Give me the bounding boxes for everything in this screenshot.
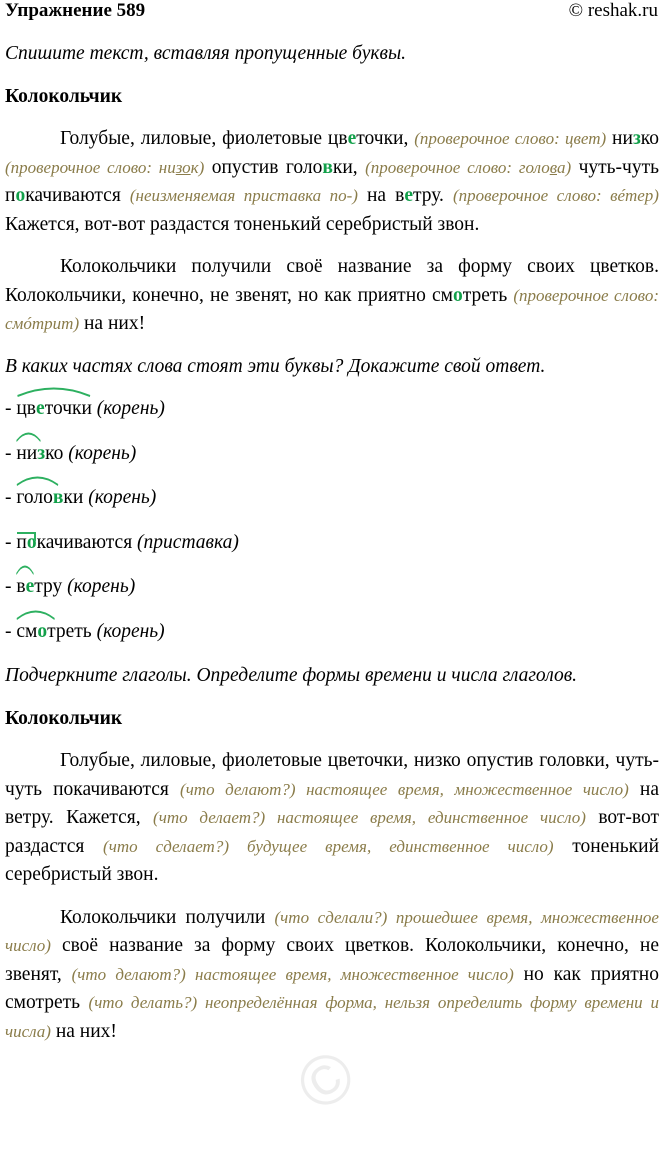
verb-note: (что делает?) настоящее время, единственное число) bbox=[153, 808, 586, 827]
verb-note: (что делать?) неопределённая форма, нельзя определить форму времени и числа) bbox=[5, 993, 659, 1041]
exercise-title: Упражнение 589 bbox=[5, 0, 146, 21]
prefix-mark-icon bbox=[16, 522, 26, 530]
text: чуть-чуть п bbox=[5, 156, 660, 206]
verb-note: (что делают?) настоящее время, множественное число) bbox=[180, 779, 629, 799]
root-word: головки bbox=[16, 484, 83, 513]
check-note: (проверочное слово: смóтрит) bbox=[5, 285, 659, 333]
task-instruction-2: В каких частях слова стоят эти буквы? Докажите свой ответ. bbox=[5, 355, 546, 377]
check-note: (проверочное слово: цвет) bbox=[414, 129, 607, 148]
text: опустив голо bbox=[204, 156, 323, 178]
root-word: низко bbox=[16, 440, 63, 469]
list-item: - цветочки (корень) bbox=[5, 395, 659, 424]
paragraph-2 bbox=[5, 253, 659, 339]
check-note: (проверочное слово: низок) bbox=[5, 157, 205, 177]
list-item: - покачиваются (приставка) bbox=[5, 529, 659, 558]
morpheme-tag: (корень) bbox=[63, 442, 137, 464]
inserted-letter: е bbox=[404, 185, 413, 206]
text: тру. bbox=[413, 185, 453, 206]
list-item: - низко (корень) bbox=[5, 440, 659, 469]
verb-note: (что сделали?) прошедшее время, множественное число) bbox=[5, 907, 659, 955]
inserted-letter: з bbox=[632, 128, 641, 149]
root-arc-icon bbox=[16, 387, 92, 397]
text: качиваются bbox=[25, 185, 130, 206]
paragraph-3: Голубые, лиловые, фиолетовые цветочки, низко опустив головки, чуть-чуть покачиваются (что делают?) настоящее время, множественное число) на ветру. Кажется, (что делает?) настоящее время, единственное число) вот-вот раздастся (что сделает?) будущее время, единственное число) тоненький серебристый звон. bbox=[5, 750, 659, 885]
watermark: © bbox=[282, 1033, 370, 1127]
inserted-letter: е bbox=[347, 128, 357, 149]
exercise-content bbox=[5, 40, 659, 1060]
text: на них! bbox=[79, 313, 146, 334]
morpheme-tag: (корень) bbox=[91, 620, 165, 642]
root-word: цветочки bbox=[16, 395, 92, 424]
check-note: (проверочное слово: вéтер) bbox=[452, 186, 659, 205]
header bbox=[5, 0, 658, 24]
list-item: - головки (корень) bbox=[5, 484, 659, 513]
text-title-2: Колокольчик bbox=[5, 707, 123, 729]
list-item: - ветру (корень) bbox=[5, 573, 659, 602]
morpheme-tag: (приставка) bbox=[132, 531, 239, 553]
inserted-letter: в bbox=[322, 156, 333, 178]
root-word: ветру bbox=[16, 573, 62, 602]
paragraph-4: Колокольчики получили (что сделали?) прошедшее время, множественное число) своё название за форму своих цветков. Колокольчики, конечно, не звенят, (что делают?) настоящее время, множественное число) но как приятно смотреть (что делать?) неопределённая форма, нельзя определить форму времени и числа) на них! bbox=[5, 906, 659, 1042]
list-item: - смотреть (корень) bbox=[5, 618, 659, 647]
root-arc-icon bbox=[16, 565, 34, 575]
check-note: (неизменяемая приставка по-) bbox=[129, 186, 358, 205]
morpheme-tag: (корень) bbox=[91, 398, 165, 419]
check-note: (проверочное слово: голова) bbox=[365, 157, 572, 177]
text: Колокольчики получили своё название за форму своих цветков. Колокольчики, конечно, не звенят, но как приятно см bbox=[5, 256, 659, 306]
verb-note: (что сделает?) будущее время, единственное число) bbox=[103, 836, 554, 856]
morpheme-list bbox=[5, 395, 659, 646]
text: ни bbox=[606, 128, 633, 149]
paragraph-1 bbox=[5, 125, 659, 239]
text-title-1: Колокольчик bbox=[5, 85, 123, 107]
prefix-word: покачиваются bbox=[16, 529, 132, 558]
text: ки, bbox=[332, 156, 366, 178]
text: Кажется, вот-вот раздастся тоненький серебристый звон. bbox=[5, 213, 480, 235]
root-word: смотреть bbox=[16, 618, 91, 647]
task-instruction-3: Подчеркните глаголы. Определите формы времени и числа глаголов. bbox=[5, 665, 578, 686]
text: ко bbox=[640, 128, 660, 149]
inserted-letter: о bbox=[15, 185, 26, 206]
source-credit[interactable]: © reshak.ru bbox=[568, 0, 658, 21]
morpheme-tag: (корень) bbox=[83, 487, 157, 508]
task-instruction-1: Спишите текст, вставляя пропущенные буквы. bbox=[5, 43, 407, 64]
text: точки, bbox=[356, 128, 415, 149]
root-arc-icon bbox=[16, 610, 55, 620]
morpheme-tag: (корень) bbox=[62, 576, 136, 597]
root-arc-icon bbox=[16, 476, 59, 486]
verb-note: (что делают?) настоящее время, множественное число) bbox=[71, 964, 514, 984]
inserted-letter: о bbox=[452, 284, 463, 306]
text: Голубые, лиловые, фиолетовые цв bbox=[60, 128, 348, 149]
text: треть bbox=[462, 284, 514, 306]
text: на в bbox=[357, 185, 405, 206]
root-arc-icon bbox=[16, 432, 41, 442]
